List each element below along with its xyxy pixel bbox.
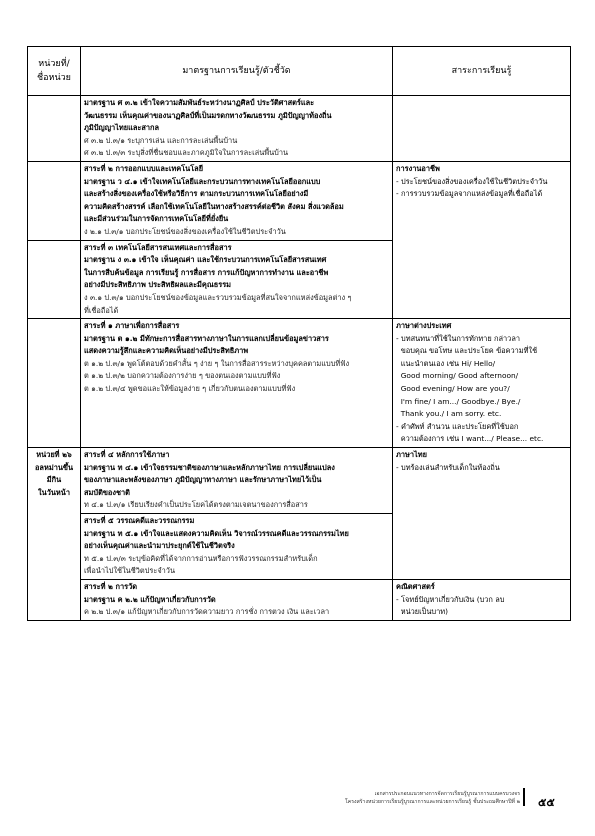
standard-cell	[81, 514, 393, 580]
unit-cell	[28, 161, 81, 240]
standard-text: แสดงความรู้สึกและความคิดเห็นอย่างมีประสิทธิภาพ	[84, 346, 249, 356]
standard-text: วัฒนธรรม เห็นคุณค่าของนาฏศิลป์ที่เป็นมรดกทางวัฒนธรรม ภูมิปัญญาท้องถิ่น	[84, 110, 332, 120]
subject-heading: ภาษาไทย	[396, 450, 427, 460]
indicator-text: ค ๒.๒ ป.๓/๑ แก้ปัญหาเกี่ยวกับการวัดความยาว การชั่ง การตวง เงิน และเวลา	[84, 607, 330, 617]
indicator-text: ศ ๓.๒ ป.๓/๓ ระบุสิ่งที่ชื่นชอบและภาคภูมิใจในการละเล่นพื้นบ้าน	[84, 148, 289, 158]
standard-text: สมบัติของชาติ	[84, 487, 130, 497]
unit-name-line: มีกิน	[46, 475, 62, 485]
unit-cell	[28, 319, 81, 448]
content-item: - โจทย์ปัญหาเกี่ยวกับเงิน (บวก ลบ	[396, 594, 505, 604]
standard-text: มาตรฐาน ศ ๓.๒ เข้าใจความสัมพันธ์ระหว่างนาฏศิลป์ ประวัติศาสตร์และ	[84, 98, 315, 107]
standard-text: สาระที่ ๕ วรรณคดีและวรรณกรรม	[84, 516, 195, 525]
unit-cell	[28, 240, 81, 319]
curriculum-table	[27, 46, 571, 621]
table-row	[28, 448, 571, 514]
content-item: I'm fine/ I am.../ Goodbye./ Bye./	[396, 396, 521, 406]
content-cell	[393, 579, 571, 620]
content-item: ความต้องการ เช่น I want.../ Please... etc.	[396, 434, 544, 444]
content-cell	[393, 448, 571, 580]
indicator-text: ศ ๓.๒ ป.๓/๑ ระบุการเล่น และการละเล่นพื้นบ้าน	[84, 135, 238, 145]
subject-heading: ภาษาต่างประเทศ	[396, 321, 452, 331]
content-item: Good morning/ Good afternoon/	[396, 371, 519, 381]
standard-text: มาตรฐาน ต ๑.๒ มีทักษะการสื่อสารทางภาษาในการแลกเปลี่ยนข้อมูลข่าวสาร	[84, 333, 329, 343]
header-standard: มาตรฐานการเรียนรู้/ตัวชี้วัด	[81, 47, 393, 96]
standard-cell	[81, 240, 393, 319]
content-item: แนะนำตนเอง เช่น Hi/ Hello/	[396, 358, 496, 368]
standard-text: ของภาษาและพลังของภาษา ภูมิปัญญาทางภาษา และรักษาภาษาไทยไว้เป็น	[84, 475, 322, 485]
content-cell	[393, 161, 571, 318]
table-row	[28, 319, 571, 448]
indicator-text: ท ๔.๑ ป.๓/๑ เรียบเรียงคำเป็นประโยคได้ตรงตามเจตนาของการสื่อสาร	[84, 500, 308, 510]
table-header-row	[28, 47, 571, 96]
standard-text: สาระที่ ๒ การออกแบบและเทคโนโลยี	[84, 163, 204, 173]
content-item: ขอบคุณ ขอโทษ และประโยค ข้อความที่ใช้	[396, 346, 538, 356]
standard-cell	[81, 579, 393, 620]
standard-text: และมีส่วนร่วมในการจัดการเทคโนโลยีที่ยั่งยืน	[84, 214, 229, 224]
content-cell	[393, 96, 571, 162]
indicator-text: ง ๒.๑ ป.๓/๑ บอกประโยชน์ของสิ่งของเครื่องใช้ในชีวิตประจำวัน	[84, 226, 286, 236]
unit-cell	[28, 448, 81, 621]
unit-cell	[28, 96, 81, 162]
table-row	[28, 161, 571, 240]
page-number: ๕๕	[538, 796, 555, 809]
standard-text: มาตรฐาน ค ๒.๒ แก้ปัญหาเกี่ยวกับการวัด	[84, 594, 216, 604]
content-item: - บทร้องเล่นสำหรับเด็กในท้องถิ่น	[396, 462, 500, 472]
footer-text	[320, 790, 520, 806]
footer-divider	[523, 788, 525, 806]
standard-text: ภูมิปัญญาไทยและสากล	[84, 123, 160, 133]
standard-text: มาตรฐาน ง ๓.๑ เข้าใจ เห็นคุณค่า และใช้กระบวนการเทคโนโลยีสารสนเทศ	[84, 255, 327, 265]
indicator-text: ต ๑.๒ ป.๓/๑ พูดโต้ตอบด้วยคำสั้น ๆ ง่าย ๆ ในการสื่อสารระหว่างบุคคลตามแบบที่ฟัง	[84, 358, 350, 368]
footer-line-1: เอกสารประกอบแนวทางการจัดการเรียนรู้บูรณาการแบบครบวงจร	[374, 791, 520, 797]
standard-cell	[81, 448, 393, 514]
content-item: - การรวบรวมข้อมูลจากแหล่งข้อมูลที่เชื่อถือได้	[396, 189, 543, 199]
standard-text: อย่างมีประสิทธิภาพ ประสิทธิผลและมีคุณธรรม	[84, 280, 232, 290]
indicator-text: เพื่อนำไปใช้ในชีวิตประจำวัน	[84, 566, 176, 576]
table-row	[28, 579, 571, 620]
standard-text: สาระที่ ๔ หลักการใช้ภาษา	[84, 450, 170, 460]
indicator-text: ต ๑.๒ ป.๓/๔ พูดขอและให้ข้อมูลง่าย ๆ เกี่ยวกับตนเองตามแบบที่ฟัง	[84, 384, 296, 394]
standard-cell	[81, 96, 393, 162]
standard-text: สาระที่ ๑ ภาษาเพื่อการสื่อสาร	[84, 321, 180, 331]
unit-name-line: ในวันหน้า	[38, 487, 70, 497]
content-item: หน่วยเป็นบาท)	[396, 607, 448, 617]
standard-text: มาตรฐาน ท ๔.๑ เข้าใจธรรมชาติของภาษาและหลักภาษาไทย การเปลี่ยนแปลง	[84, 462, 335, 472]
indicator-text: ท ๕.๑ ป.๓/๓ ระบุข้อคิดที่ได้จากการอ่านหรือการฟังวรรณกรรมสำหรับเด็ก	[84, 553, 318, 563]
indicator-text: ง ๓.๑ ป.๓/๑ บอกประโยชน์ของข้อมูลและรวบรวมข้อมูลที่สนใจจากแหล่งข้อมูลต่าง ๆ	[84, 292, 352, 302]
content-item: Thank you./ I am sorry. etc.	[396, 409, 502, 419]
content-item: - คำศัพท์ สำนวน และประโยคที่ใช้บอก	[396, 421, 519, 431]
standard-text: สาระที่ ๓ เทคโนโลยีสารสนเทศและการสื่อสาร	[84, 242, 232, 252]
standard-cell	[81, 319, 393, 448]
standard-text: ความคิดสร้างสรรค์ เลือกใช้เทคโนโลยีในทางสร้างสรรค์ต่อชีวิต สังคม สิ่งแวดล้อม	[84, 201, 344, 211]
header-unit: หน่วยที่/ ชื่อหน่วย	[28, 47, 81, 96]
indicator-text: ที่เชื่อถือได้	[84, 305, 119, 315]
content-item: - บทสนทนาที่ใช้ในการทักทาย กล่าวลา	[396, 333, 520, 343]
content-item: Good evening/ How are you?/	[396, 384, 510, 394]
standard-text: มาตรฐาน ว ๔.๑ เข้าใจเทคโนโลยีและกระบวนการทางเทคโนโลยีออกแบบ	[84, 176, 321, 186]
standard-text: ในการสืบค้นข้อมูล การเรียนรู้ การสื่อสาร การแก้ปัญหาการทำงาน และอาชีพ	[84, 267, 329, 277]
subject-heading: คณิตศาสตร์	[396, 581, 435, 591]
unit-name-line: หน่วยที่ ๒๖	[36, 450, 72, 460]
footer-line-2: โครงสร้างหน่วยการเรียนรู้บูรณาการและหน่วยการเรียนรู้ ชั้นประถมศึกษาปีที่ ๒	[345, 799, 520, 805]
standard-text: สาระที่ ๒ การวัด	[84, 581, 138, 591]
table-row	[28, 96, 571, 162]
header-content: สาระการเรียนรู้	[393, 47, 571, 96]
content-item: - ประโยชน์ของสิ่งของเครื่องใช้ในชีวิตประจำวัน	[396, 176, 548, 186]
indicator-text: ต ๑.๒ ป.๓/๒ บอกความต้องการง่าย ๆ ของตนเองตามแบบที่ฟัง	[84, 371, 281, 381]
standard-cell	[81, 161, 393, 240]
standard-text: มาตรฐาน ท ๕.๑ เข้าใจและแสดงความคิดเห็น วิจารณ์วรรณคดีและวรรณกรรมไทย	[84, 528, 349, 538]
standard-text: และสร้างสิ่งของเครื่องใช้หรือวิธีการ ตามกระบวนการเทคโนโลยีอย่างมี	[84, 189, 309, 199]
content-cell	[393, 319, 571, 448]
subject-heading: การงานอาชีพ	[396, 163, 440, 173]
unit-name-line: อลหม่านขึ้น	[34, 462, 74, 472]
standard-text: อย่างเห็นคุณค่าและนำมาประยุกต์ใช้ในชีวิตจริง	[84, 541, 235, 551]
